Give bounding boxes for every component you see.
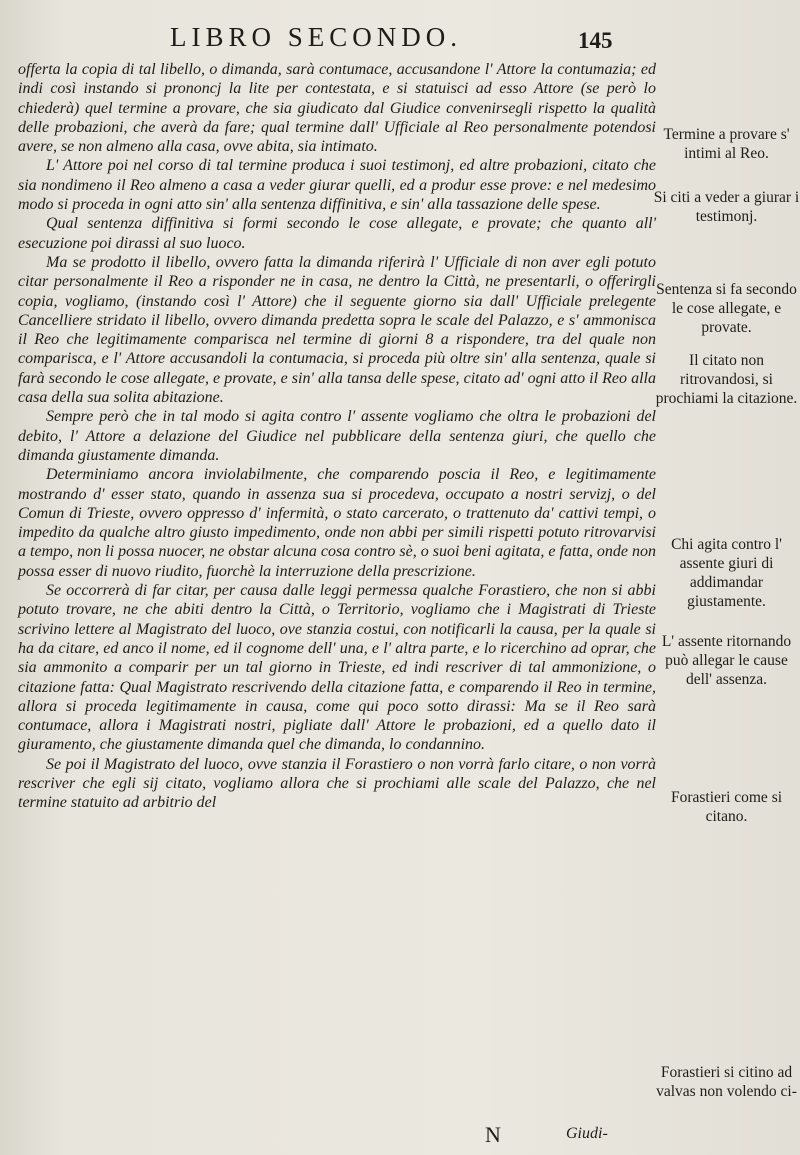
catchword: Giudi- <box>566 1125 608 1142</box>
signature-mark: N <box>485 1122 501 1147</box>
margin-note: Sentenza si fa secondo le cose allegate, e provate. <box>656 281 797 336</box>
paragraph: offerta la copia di tal libello, o dimanda, sarà contumace, accusandone l' Attore la contumazia; ed indi così instando si prononcj la lite per contestata, e si statuisci ad esso Attore (se però lo chiederà) quel termine a provare, che sia giudicato dal Giudice convenirsegli rispetto la qualità delle probazioni, che averà da fare; qual termine dall' Ufficiale al Reo personalmente potendosi avere, se non almeno alla casa, ovve abita, sia intimato. <box>18 61 656 156</box>
paragraph: Ma se prodotto il libello, ovvero fatta la dimanda riferirà l' Ufficiale di non aver egli potuto citar personalmente il Reo a risponder ne in casa, ne dentro la Città, ne presentarli, o offerirgli copia, vogliamo, (instando così l' Attore) che il seguente giorno sia dall' Ufficiale prelegente Cancelliere stridato il libello, ovvero dimanda predetta sopra le scale del Palazzo, e s' ammonisca il Reo che legitimamente comparisca nel termine di giorni 8 a rispondere, tra del quale non comparisca, e l' Attore accusandoli la contumacia, si proceda più oltre sin' alla sentenza, quale si farà secondo le cose allegate, e provate, e sin' alla tansa delle spese, citato ad' ogni atto il Reo alla casa della sua solita abitazione. <box>18 253 656 407</box>
margin-note: L' assente ritornando può allegar le cause dell' assenza. <box>661 633 792 688</box>
main-text-column <box>18 60 656 813</box>
margin-note: Il citato non ritrovandosi, si prochiami la citazione. <box>655 352 798 407</box>
paragraph: Determiniamo ancora inviolabilmente, che comparendo poscia il Reo, e legitimamente mostrando d' esser stato, quando in assenza sua si procedeva, occupato a nostri servizj, o del Comun di Trieste, ovvero oppresso d' infermità, o stato carcerato, o trattenuto da' cattivi tempi, o impedito da qualche altro giusto impedimento, onde non abbi per simili rispetti potuto ritrovarvisi a tempo, non li possa nuocer, ne obstar alcuna cosa contro sè, o suoi beni agitata, e fatta, onde non possa esser di nuovo riudito, fuorchè la interruzione della prescrizione. <box>18 466 656 580</box>
margin-note: Si citi a veder a giurar i testimonj. <box>653 189 800 225</box>
margin-note: Chi agita contro l' assente giuri di addimandar giustamente. <box>671 536 782 610</box>
running-title: LIBRO SECONDO. <box>170 22 463 52</box>
paragraph: Se poi il Magistrato del luoco, ovve stanzia il Forastiero o non vorrà farlo citare, o non vorrà rescriver che egli sij citato, vogliamo allora che si prochiami alle scale del Palazzo, che nel termine statuito ad arbitrio del <box>18 755 656 812</box>
margin-note: Termine a provare s' intimi al Reo. <box>663 126 790 162</box>
page-number: 145 <box>578 28 613 53</box>
paragraph: Se occorrerà di far citar, per causa dalle leggi permessa qualche Forastiero, che non si abbi potuto trovare, ne che abiti dentro la Città, o Territorio, vogliamo che i Magistrati di Trieste scrivino lettere al Magistrato del luoco, ove stanzia costui, con notificarli la causa, per la quale si ha da citare, ed anco il nome, ed il cognome dell' una, e l' altra parte, e lo ricerchino ad oprar, che sia ammonito a comparir per un tal giorno in Trieste, ed indi rescriver di tal ammonizione, o citazione fatta: Qual Magistrato rescrivendo della citazione fatta, e comparendo il Reo in termine, allora si proceda legitimamente in causa, come qui poco sotto dirassi: Ma se il Reo sarà contumace, allora i Magistrati nostri, pigliate dall' Attore le probazioni, ed a quello dato il giuramento, che giustamente dimanda quel che dimanda, lo condannino. <box>18 582 656 754</box>
paragraph: Sempre però che in tal modo si agita contro l' assente vogliamo che oltra le probazioni del debito, l' Attore a delazione del Giudice nel pubblicare della sentenza giuri, che quello che dimanda giustamente dimanda. <box>18 408 656 464</box>
paragraph: Qual sentenza diffinitiva si formi secondo le cose allegate, e provate; che quanto all' esecuzione poi dirassi al suo luoco. <box>18 215 656 252</box>
margin-note: Forastieri si citino ad valvas non volendo ci- <box>656 1064 797 1100</box>
margin-note: Forastieri come si citano. <box>670 789 783 825</box>
paragraph: L' Attore poi nel corso di tal termine produca i suoi testimonj, ed altre probazioni, citato che sia nondimeno il Reo almeno a casa a veder giurar quelli, ed a produr esse prove: e nel medesimo modo si proceda in ogni atto sin' alla sentenza diffinitiva, e sin' alla tassazione delle spese. <box>18 157 656 214</box>
